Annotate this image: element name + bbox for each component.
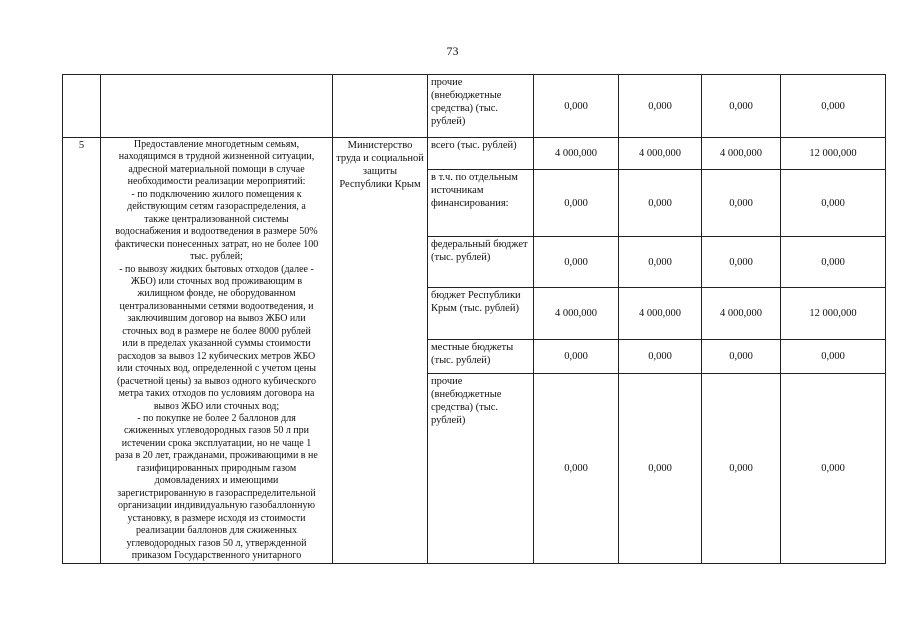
cell-value: 0,000 — [619, 169, 702, 237]
description-line: централизованными сетями водоотведения, и — [119, 300, 314, 312]
description-line: также централизованной системы — [144, 213, 289, 225]
cell-value: 0,000 — [781, 75, 886, 138]
cell-value: 0,000 — [534, 237, 619, 287]
cell-value: 0,000 — [702, 339, 781, 373]
cell-source: федеральный бюджет (тыс. рублей) — [428, 237, 534, 287]
cell-value: 0,000 — [619, 373, 702, 564]
description-line: газифицированных природным газом — [136, 462, 297, 474]
description-line: - по покупке не более 2 баллонов для — [137, 412, 296, 424]
cell-value: 12 000,000 — [781, 287, 886, 339]
description-line: находящимся в трудной жизненной ситуации, — [118, 151, 315, 163]
description-line: зарегистрированную в газораспределительной — [117, 487, 316, 499]
cell-value: 0,000 — [702, 169, 781, 237]
cell-source: местные бюджеты (тыс. рублей) — [428, 339, 534, 373]
item-number: 5 — [63, 138, 101, 564]
cell-value: 4 000,000 — [619, 287, 702, 339]
description-line: необходимости реализации мероприятий: — [127, 176, 306, 188]
cell-description-empty — [101, 75, 333, 138]
description-line: или в пределах указанной суммы стоимости — [122, 338, 311, 350]
description-line: (расчетной цены) за вывоз одного кубического — [116, 375, 317, 387]
description-line: истечении срока эксплуатации, но не чаще 1 — [121, 437, 312, 449]
description-line: расходов за вывоз 12 кубических метров ЖБО — [117, 350, 316, 362]
cell-value: 0,000 — [702, 75, 781, 138]
description-line: углеводородных газов 50 л, утвержденной — [126, 537, 307, 549]
table-row-prev-other — [63, 75, 886, 138]
description-line: жилищном фонде, не оборудованном — [137, 288, 296, 300]
cell-value: 4 000,000 — [534, 138, 619, 170]
table-row-total — [63, 138, 886, 170]
cell-value: 0,000 — [619, 339, 702, 373]
description-line: фактически понесенных затрат, но не более 100 — [114, 238, 319, 250]
cell-value: 4 000,000 — [702, 287, 781, 339]
page-number: 73 — [446, 44, 459, 58]
description-line: - по вывозу жидких бытовых отходов (далее - — [119, 263, 314, 275]
cell-value: 4 000,000 — [702, 138, 781, 170]
item-executor: Министерство труда и социальной защиты Республики Крым — [333, 138, 428, 564]
description-line: метра таких отходов по условиям договора на — [118, 388, 315, 400]
description-line: тыс. рублей; — [190, 251, 243, 263]
item-description — [101, 138, 333, 564]
cell-value: 0,000 — [534, 339, 619, 373]
description-line: сжиженных углеводородных газов 50 л при — [123, 425, 310, 437]
description-line: водоснабжения и водоотведения в размере 50% — [115, 226, 318, 238]
cell-value: 0,000 — [702, 373, 781, 564]
cell-value: 0,000 — [534, 169, 619, 237]
cell-value: 0,000 — [534, 373, 619, 564]
cell-value: 0,000 — [534, 75, 619, 138]
cell-executor-empty — [333, 75, 428, 138]
description-line: ЖБО) или сточных вод проживающим в — [130, 275, 303, 287]
cell-value: 0,000 — [781, 373, 886, 564]
description-line: Предоставление многодетным семьям, — [133, 139, 300, 150]
cell-value: 0,000 — [781, 169, 886, 237]
description-line: или сточных вод, определенной с учетом цены — [117, 363, 316, 375]
cell-value: 4 000,000 — [619, 138, 702, 170]
description-line: адресной материальной помощи в случае — [128, 163, 305, 175]
cell-value: 4 000,000 — [534, 287, 619, 339]
cell-value: 0,000 — [781, 237, 886, 287]
financing-table — [62, 74, 886, 564]
description-line: сточных вод в размере не более 8000 рублей — [122, 325, 311, 337]
description-line: действующим сетям газораспределения, а — [127, 201, 306, 213]
description-line: вывоз ЖБО или сточных вод; — [153, 400, 280, 412]
cell-source: прочие (внебюджетные средства) (тыс. рублей) — [428, 75, 534, 138]
cell-source: в т.ч. по отдельным источникам финансирования: — [428, 169, 534, 237]
cell-value: 0,000 — [619, 75, 702, 138]
cell-value: 0,000 — [781, 339, 886, 373]
cell-value: 0,000 — [702, 237, 781, 287]
description-line: приказом Государственного унитарного — [131, 549, 302, 561]
description-line: заключившим договор на вывоз ЖБО или — [127, 313, 306, 325]
description-line: раза в 20 лет, гражданами, проживающими в не — [115, 450, 318, 462]
description-line: реализации баллонов для сжиженных — [135, 525, 298, 537]
description-line: установку, в размере исходя из стоимости — [127, 512, 306, 524]
cell-source: бюджет Республики Крым (тыс. рублей) — [428, 287, 534, 339]
description-line: организации индивидуальную газобаллонную — [118, 500, 315, 512]
cell-value: 12 000,000 — [781, 138, 886, 170]
cell-source: прочие (внебюджетные средства) (тыс. рублей) — [428, 373, 534, 564]
description-line: - по подключению жилого помещения к — [131, 188, 302, 200]
cell-source: всего (тыс. рублей) — [428, 138, 534, 170]
cell-number-empty — [63, 75, 101, 138]
description-line: домовладениях и имеющими — [154, 475, 279, 487]
cell-value: 0,000 — [619, 237, 702, 287]
